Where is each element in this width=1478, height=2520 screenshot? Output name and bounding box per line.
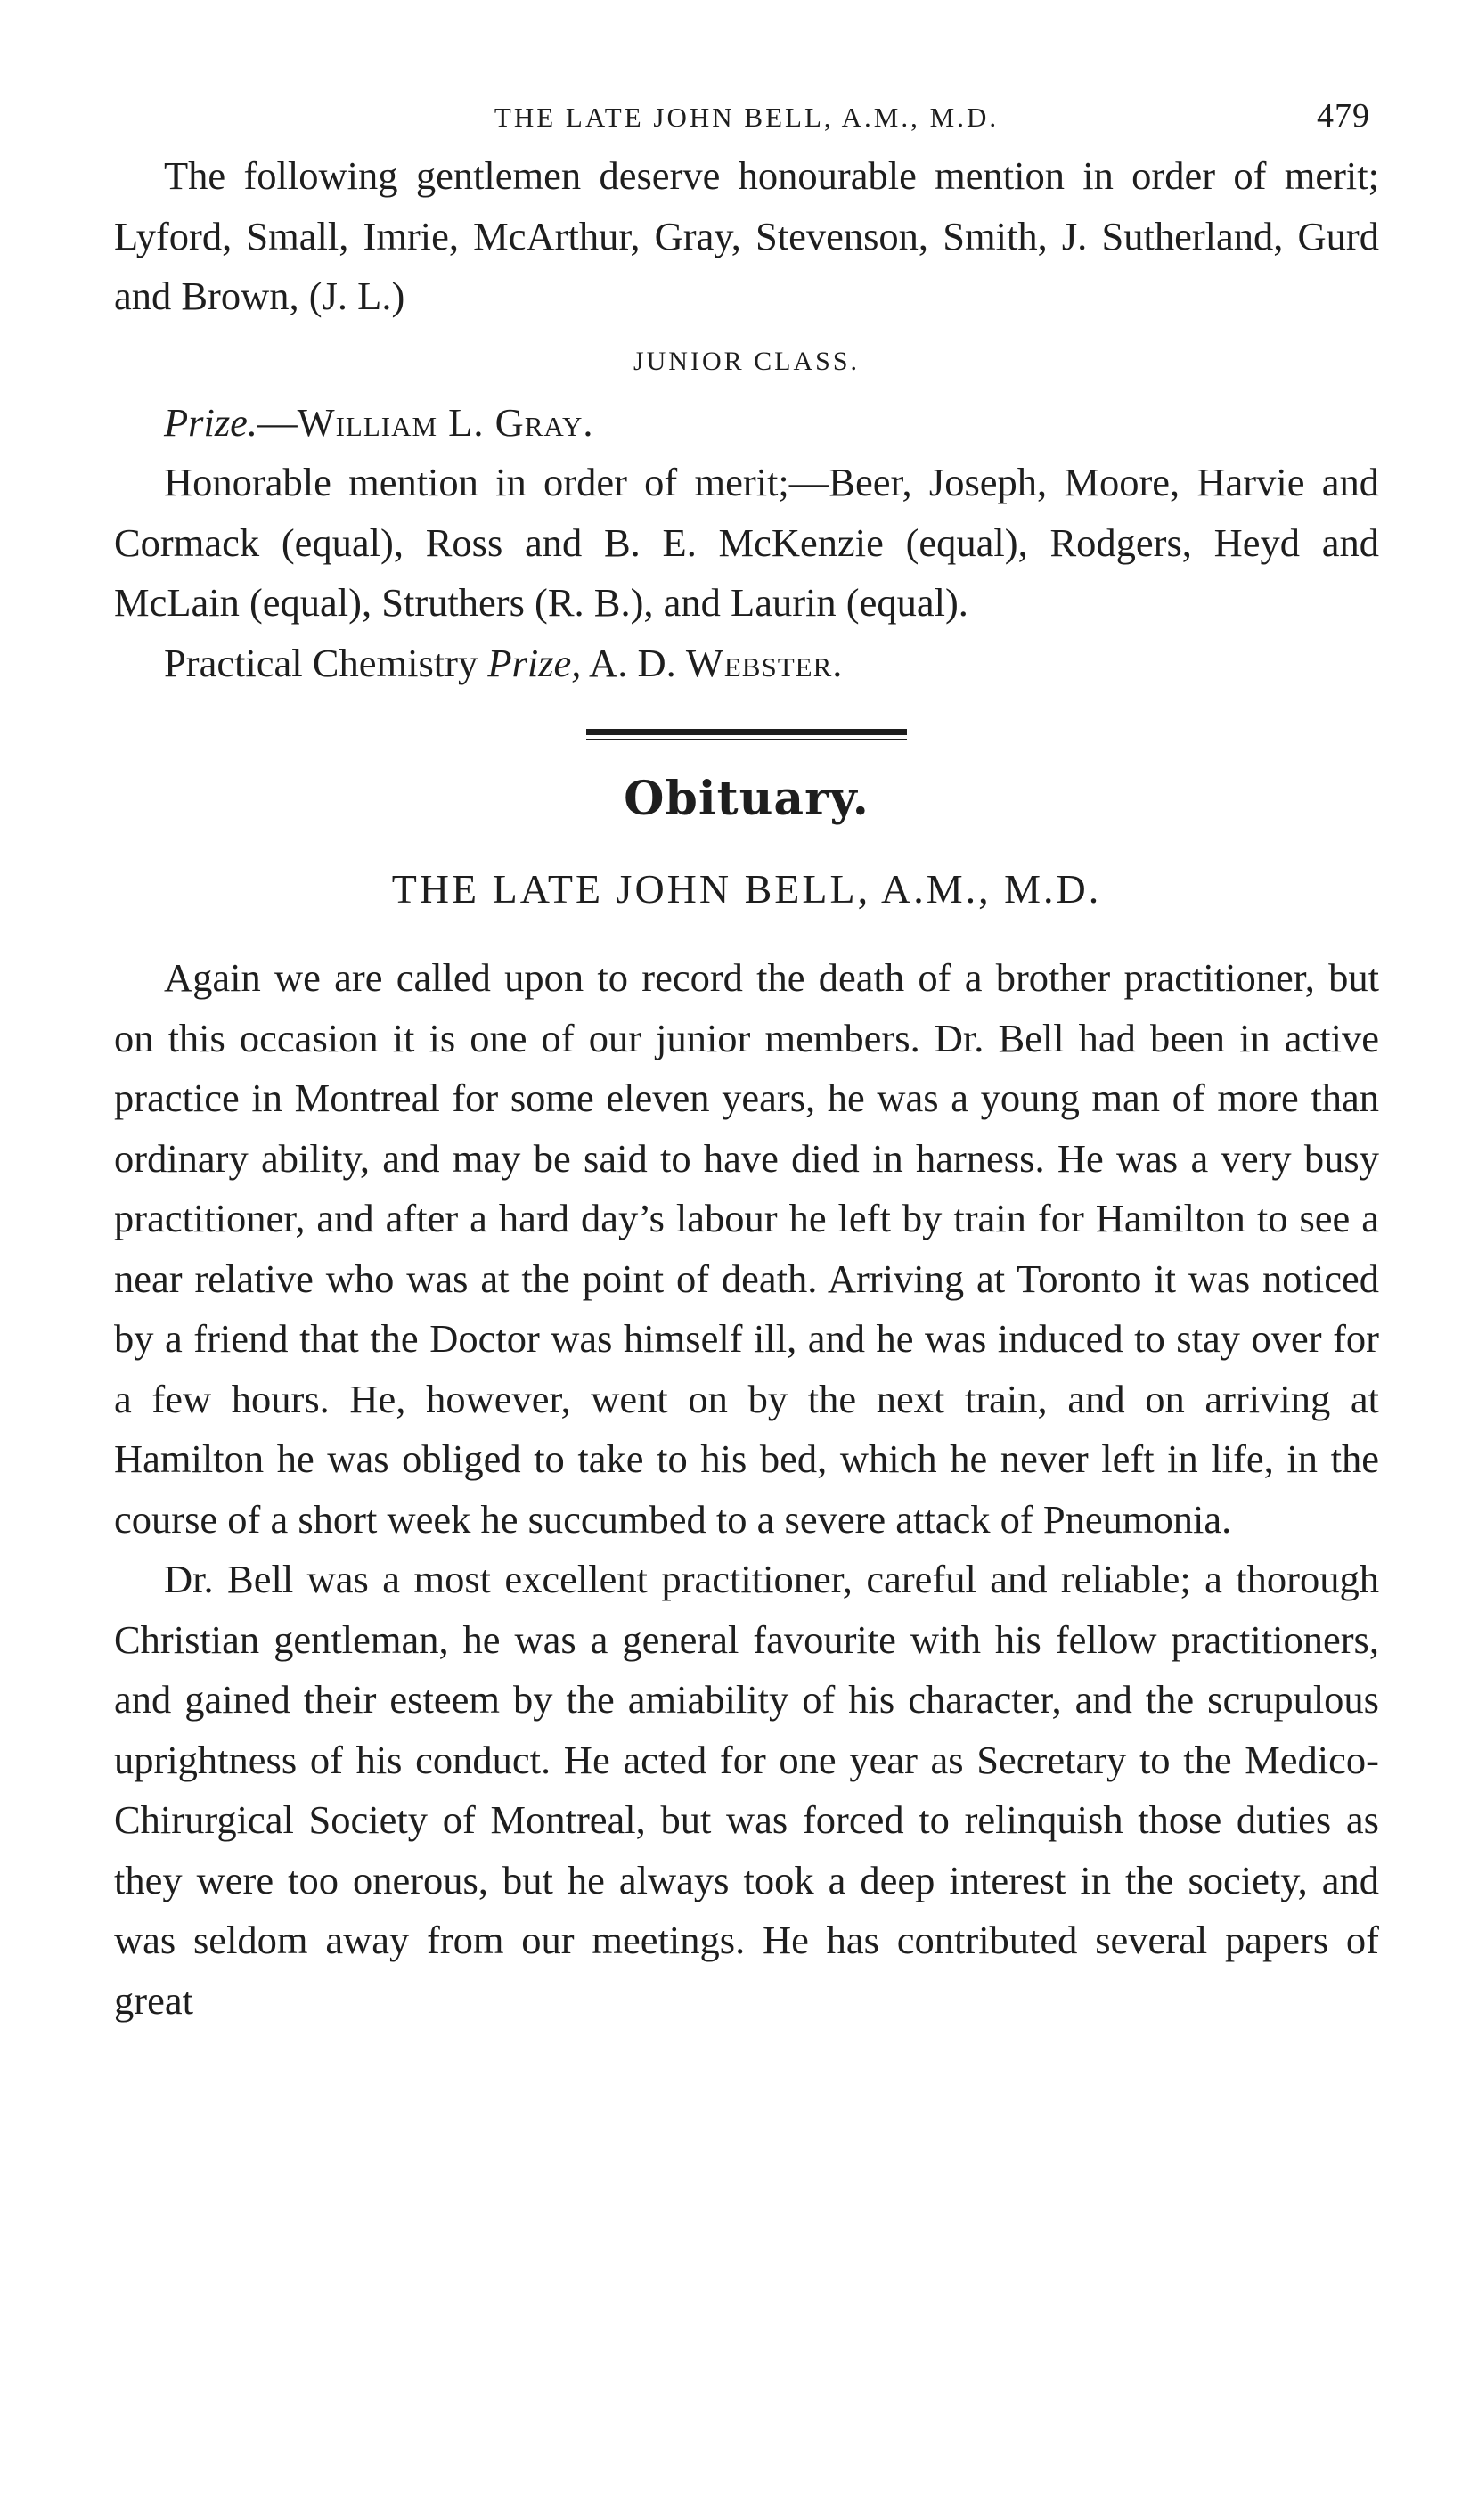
practical-prize-label: Prize, xyxy=(487,640,582,685)
running-head-title: THE LATE JOHN BELL, A.M., M.D. xyxy=(494,102,1000,133)
junior-class-heading: JUNIOR CLASS. xyxy=(633,346,861,376)
obituary-heading: Obituary. xyxy=(624,772,870,826)
obituary-paragraph-2: Dr. Bell was a most excellent practitioner, careful and reliable; a thorough Christian gentleman, he was a general favourite with his fellow practitioners, and gained their esteem by the amiability of his character, and the scrupulous uprightness of his conduct. He acted for one year as Secretary to the Medico-Chirurgical Society of Montreal, but was forced to relinquish those duties as they were too onerous, but he always took a deep interest in the society, and was seldom away from our meetings. He has contributed several papers of great xyxy=(114,1557,1379,2023)
practical-winner-name: Webster. xyxy=(685,640,844,685)
junior-honorable-mention: Honorable mention in order of merit;—Beer, Joseph, Moore, Harvie and Cormack (equal), Ross and B. E. McKenzie (equal), Rodgers, Heyd and McLain (equal), Struthers (R. B.), and Laurin (equal). xyxy=(114,460,1379,625)
divider-thin-line xyxy=(586,739,907,740)
junior-prize-line xyxy=(114,393,1379,454)
document-page xyxy=(114,89,1379,2031)
honourable-mention-paragraph: The following gentlemen deserve honourable mention in order of merit; Lyford, Small, Imrie, McArthur, Gray, Stevenson, Smith, J. Sutherland, Gurd and Brown, (J. L.) xyxy=(114,153,1379,318)
practical-winner-initials: A. D. xyxy=(581,640,686,685)
prize-winner: William L. Gray. xyxy=(297,399,594,445)
practical-chemistry-line xyxy=(114,634,1379,694)
prize-separator: — xyxy=(257,399,298,445)
obituary-paragraph-1: Again we are called upon to record the death of a brother practitioner, but on this occasion it is one of our junior members. Dr. Bell had been in active practice in Montreal for some eleven years, he was a young man of more than ordinary ability, and may be said to have died in harness. He was a very busy practitioner, and after a hard day’s labour he left by train for Hamilton to see a near relative who was at the point of death. Arriving at Toronto it was noticed by a friend that the Doctor was himself ill, and he was induced to stay over for a few hours. He, however, went on by the next train, and on arriving at Hamilton he was obliged to take to his bed, which he never left in life, in the course of a short week he succumbed to a severe attack of Pneumonia. xyxy=(114,955,1379,1542)
divider-thick-line xyxy=(586,729,907,735)
section-divider-rule xyxy=(586,725,907,745)
running-head xyxy=(114,89,1379,143)
article-title: THE LATE JOHN BELL, A.M., M.D. xyxy=(391,866,1102,912)
prize-label: Prize. xyxy=(164,399,258,445)
practical-prefix: Practical Chemistry xyxy=(164,640,488,685)
page-number: 479 xyxy=(1317,97,1370,135)
